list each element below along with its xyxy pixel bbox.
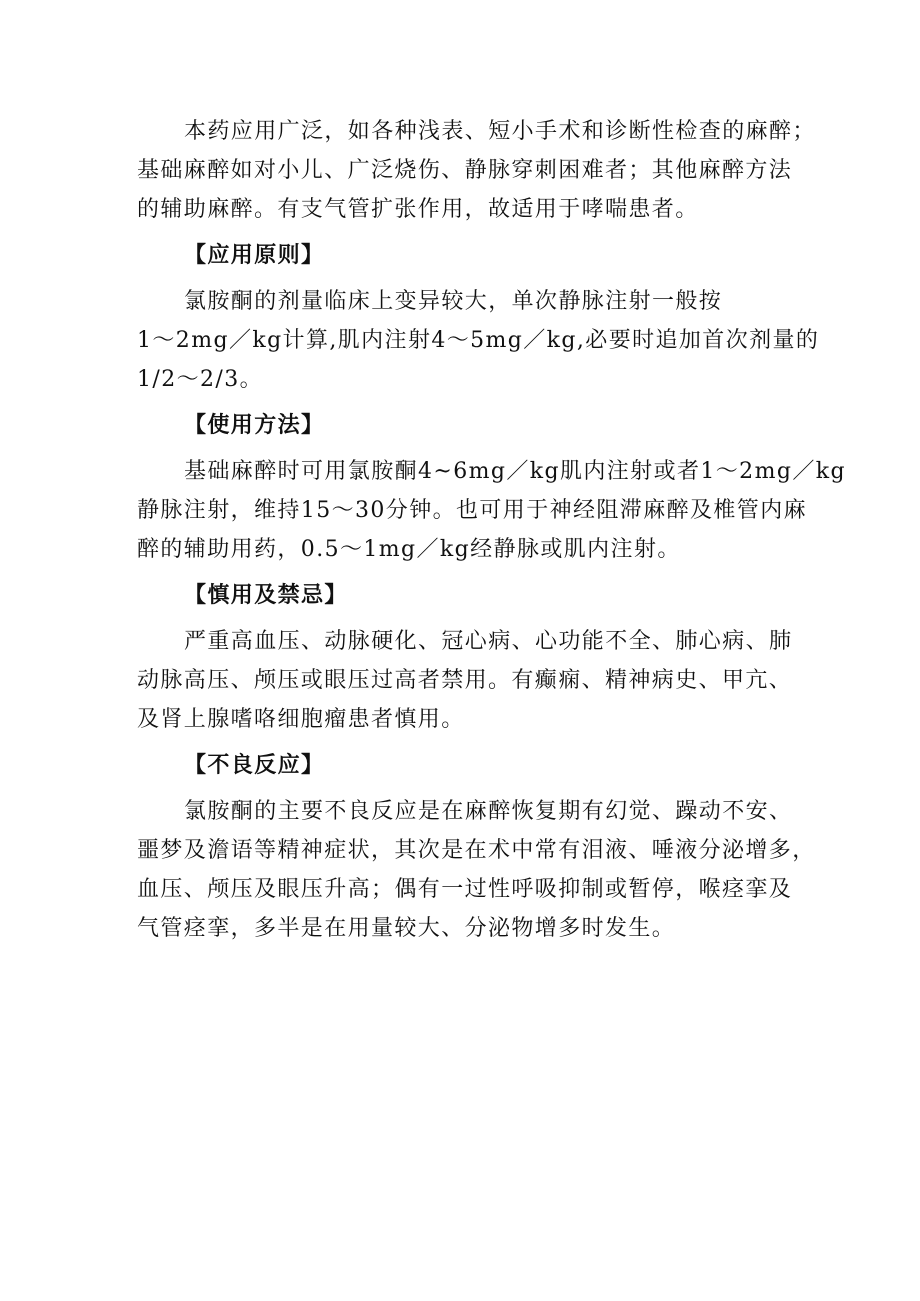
paragraph-line: 1/2～2/3。 [137,367,264,392]
intro-line: 本药应用广泛，如各种浅表、短小手术和诊断性检查的麻醉； [184,119,816,144]
paragraph-line: 气管痉挛，多半是在用量较大、分泌物增多时发生。 [137,916,676,941]
section-heading-usage: 【使用方法】 [184,412,325,438]
paragraph-line: 醉的辅助用药，0.5～1mg／kg经静脉或肌内注射。 [137,537,681,562]
section-heading-adverse-reactions: 【不良反应】 [184,752,325,778]
intro-line: 的辅助麻醉。有支气管扩张作用，故适用于哮喘患者。 [137,197,699,222]
paragraph-line: 噩梦及澹语等精神症状，其次是在术中常有泪液、唾液分泌增多， [137,838,816,863]
adverse-reactions-paragraph [137,792,816,948]
intro-paragraph [137,112,816,229]
usage-paragraph [137,452,846,569]
paragraph-line: 静脉注射，维持15～30分钟。也可用于神经阻滞麻醉及椎管内麻 [137,498,807,523]
section-heading-principles: 【应用原则】 [184,242,325,268]
paragraph-line: 严重高血压、动脉硬化、冠心病、心功能不全、肺心病、肺 [184,629,793,654]
intro-line: 基础麻醉如对小儿、广泛烧伤、静脉穿刺困难者；其他麻醉方法 [137,158,793,183]
document-page [137,112,846,948]
contraindications-paragraph [137,622,797,739]
paragraph-line: 及肾上腺嗜咯细胞瘤患者慎用。 [137,707,465,732]
paragraph-line: 氯胺酮的剂量临床上变异较大，单次静脉注射一般按 [184,289,723,314]
paragraph-line: 基础麻醉时可用氯胺酮4~6mg／kg肌内注射或者1～2mg／kg [184,459,846,484]
paragraph-line: 血压、颅压及眼压升高；偶有一过性呼吸抑制或暂停，喉痉挛及 [137,877,793,902]
section-heading-contraindications: 【慎用及禁忌】 [184,582,348,608]
paragraph-line: 氯胺酮的主要不良反应是在麻醉恢复期有幻觉、躁动不安、 [184,799,793,824]
principles-paragraph [137,282,820,399]
paragraph-line: 动脉高压、颅压或眼压过高者禁用。有癫痫、精神病史、甲亢、 [137,668,793,693]
paragraph-line: 1～2mg／kg计算,肌内注射4～5mg／kg,必要时追加首次剂量的 [137,328,820,353]
